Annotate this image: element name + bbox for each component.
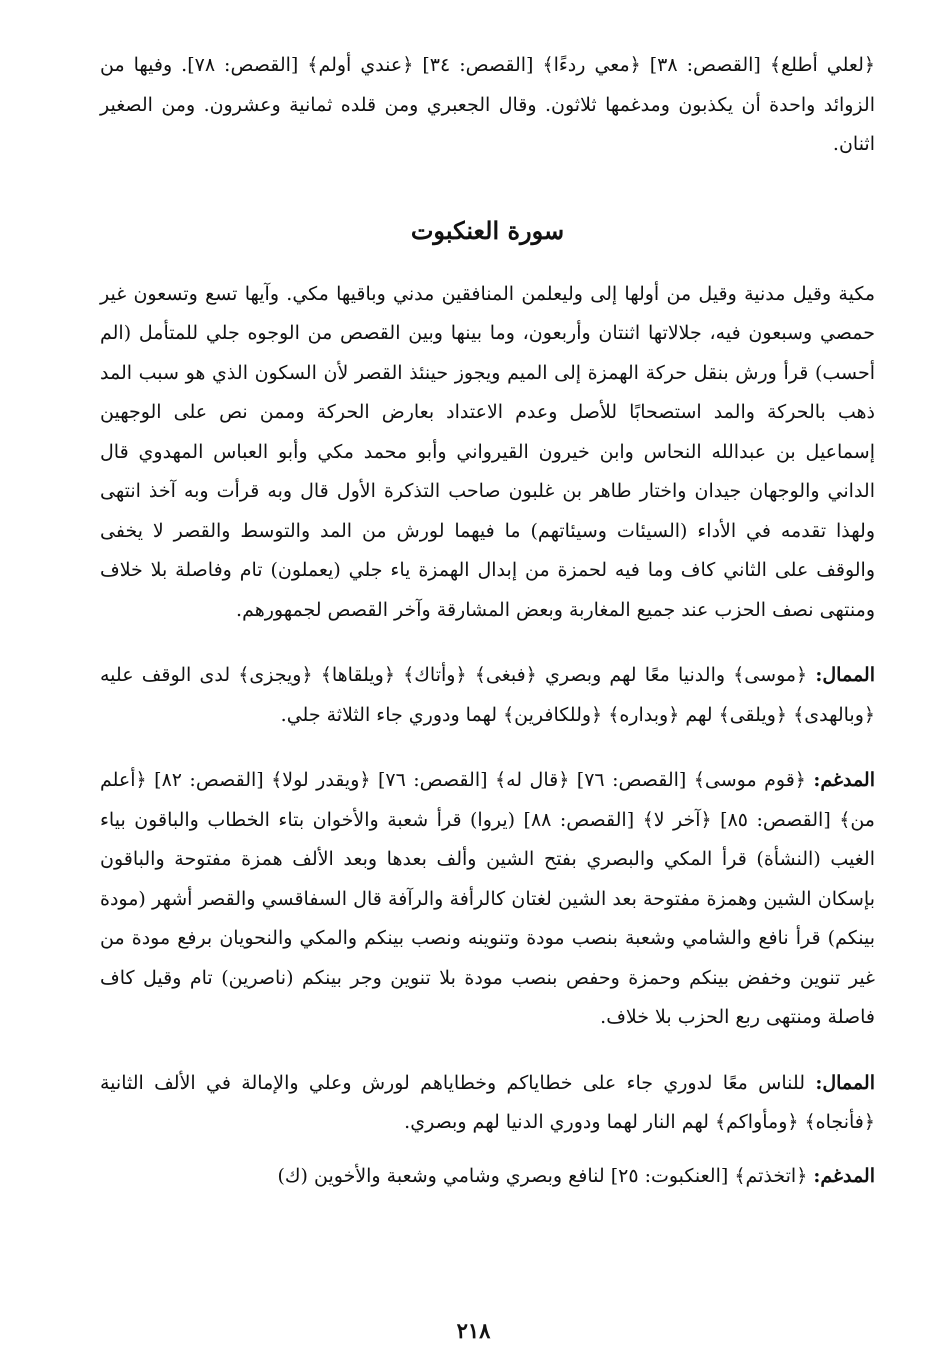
section-text: ﴿قوم موسى﴾ [القصص: ٧٦] ﴿قال له﴾ [القصص: ٧٦] ﴿ويقدر لولا﴾ [القصص: ٨٢] ﴿أعلم من﴾ [القصص: ٨٥] ﴿آخر لا﴾ [القصص: ٨٨] (يروا) قرأ شعبة والأخوان بتاء الخطاب والباقون بياء الغيب (النشأة) قرأ المكي والبصري بفتح الشين وألف بعدها وبعد الألف همزة مفتوحة والباقون بإسكان الشين وهمزة مفتوحة بعد الشين لغتان كالرأفة والرآفة قال السفاقسي والقصر أشهر (مودة بينكم) قرأ نافع والشامي وشعبة بنصب مودة وتنوينه ونصب بينكم والمكي والنحويان برفع مودة من غير تنوين وخفض بينكم وحمزة وحفص بنصب مودة بلا تنوين وجر بينكم (ناصرين) تام وقيل كاف فاصلة ومنتهى ربع الحزب بلا خلاف.	[100, 769, 875, 1028]
section-text: للناس معًا لدوري جاء على خطاياكم وخطاياهم لورش وعلي والإمالة في الألف الثانية ﴿فأنجاه﴾ ﴿ومأواكم﴾ لهم النار لهما ودوري الدنيا لهم وبصري.	[100, 1071, 875, 1133]
page-number: ٢١٨	[456, 1318, 491, 1343]
section-label: المدغم:	[813, 1164, 875, 1187]
section-mumal-1	[100, 656, 875, 735]
section-label: الممال:	[815, 664, 876, 686]
section-text: ﴿موسى﴾ والدنيا معًا لهم وبصري ﴿فبغى﴾ ﴿وأتاك﴾ ﴿ويلقاها﴾ ﴿ويجزى﴾ لدى الوقف عليه ﴿وبالهدى﴾ ﴿ويلقى﴾ لهم ﴿وبداره﴾ ﴿وللكافرين﴾ لهما ودوري جاء الثلاثة جلي.	[100, 664, 875, 726]
chapter-title: سورة العنكبوت	[410, 215, 565, 245]
section-mudgham-2	[100, 1157, 875, 1197]
surah-intro-paragraph: مكية وقيل مدنية وقيل من أولها إلى وليعلمن المنافقين مدني وباقيها مكي. وآيها تسع وتسعون غير حمصي وسبعون فيه، جلالاتها اثنتان وأربعون، وما بينها وبين القصص من الوجوه جلي للمتأمل (الم أحسب) قرأ ورش بنقل حركة الهمزة إلى الميم ويجوز حينئذ القصر لأن السكون الذي هو سبب المد ذهب بالحركة والمد استصحابًا للأصل وعدم الاعتداد بعارض الحركة وممن نص على الوجهين إسماعيل بن عبدالله النحاس وابن خيرون القيرواني وأبو محمد مكي وأبو العباس المهدوي قال الداني والوجهان جيدان واختار طاهر بن غلبون صاحب التذكرة الأول قال وبه قرأت وبه آخذ انتهى ولهذا تقدمه في الأداء (السيئات وسيئاتهم) ما فيهما لورش من المد والتوسط والقصر لا يخفى والوقف على الثاني كاف وما فيه لحمزة من إبدال الهمزة ياء جلي (يعملون) تام وفاصلة بلا خلاف ومنتهى نصف الحزب عند جميع المغاربة وبعض المشارقة وآخر القصص لجمهورهم.	[100, 282, 875, 621]
section-label: الممال:	[815, 1071, 875, 1094]
section-mudgham-1	[100, 761, 875, 1038]
section-mumal-2	[100, 1064, 875, 1143]
intro-paragraph: ﴿لعلي أطلع﴾ [القصص: ٣٨] ﴿معي ردءًا﴾ [القصص: ٣٤] ﴿عندي أولم﴾ [القصص: ٧٨]. وفيها من الزوائد واحدة أن يكذبون ومدغمها ثلاثون. وقال الجعبري ومن قلده ثمانية وعشرون. ومن الصغير اثنان.	[100, 54, 875, 155]
section-text: ﴿اتخذتم﴾ [العنكبوت: ٢٥] لنافع وبصري وشامي وشعبة والأخوين (ك)	[277, 1164, 808, 1187]
section-label: المدغم:	[813, 769, 875, 791]
